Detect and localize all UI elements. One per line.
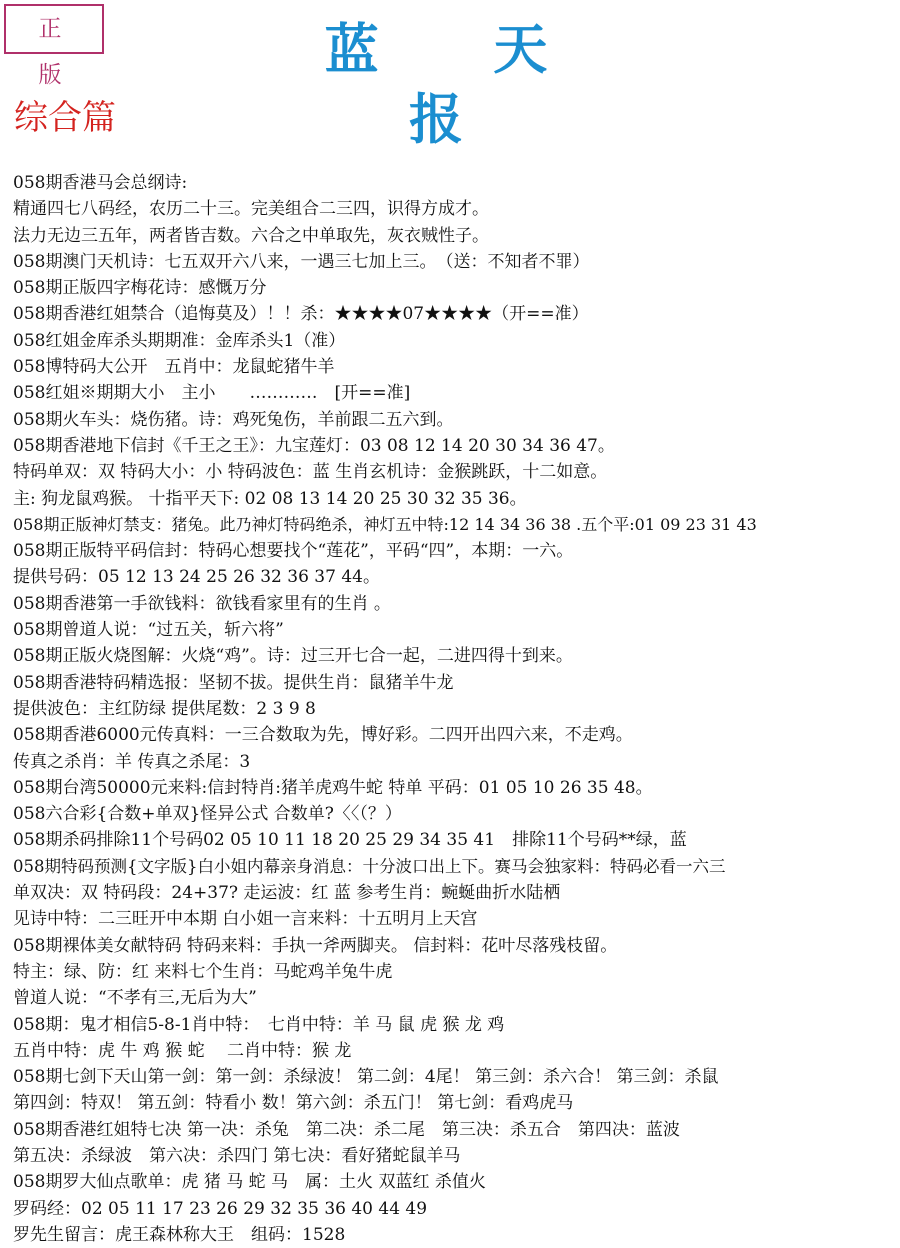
text-line: 特码单双：双 特码大小：小 特码波色：蓝 生肖玄机诗：金猴跳跃，十二如意。 [13,462,608,483]
text-line: 058期正版火烧图解：火烧“鸡”。诗：过三开七合一起，二进四得十到来。 [13,646,573,667]
text-line: 058红姐金库杀头期期准：金库杀头1（准） [13,330,346,351]
text-line: 第四剑：特双！ 第五剑：特看小 数！第六剑：杀五门！ 第七剑：看鸡虎马 [13,1093,574,1114]
text-line: 058期杀码排除11个号码02 05 10 11 18 20 25 29 34 35 41 排除11个号码**绿，蓝 [13,830,687,851]
text-line: 058期澳门天机诗：七五双开六八来，一遇三七加上三。 （送：不知者不罪） [13,251,590,272]
text-line: 058期罗大仙点歌单：虎 猪 马 蛇 马 属：土火 双蓝红 杀值火 [13,1172,486,1193]
text-line: 罗先生留言：虎王森林称大王 组码：1528 [13,1224,346,1245]
text-line: 提供号码：05 12 13 24 25 26 32 36 37 44。 [13,567,380,588]
section-title: 综合篇 [14,98,116,138]
text-line: 058期七剑下天山第一剑：第一剑：杀绿波！ 第二剑：4尾！ 第三剑：杀六合！ 第三剑：杀鼠 [13,1067,719,1088]
article-body [13,170,897,1248]
text-line: 传真之杀肖：羊 传真之杀尾：3 [13,751,251,772]
text-line: 058红姐※期期大小 主小 ………… [开==准] [13,383,411,404]
text-line: 第五决：杀绿波 第六决：杀四门 第七决：看好猪蛇鼠羊马 [13,1145,461,1166]
text-line: 058期香港红姐特七决 第一决：杀兔 第二决：杀二尾 第三决：杀五合 第四决：蓝波 [13,1119,680,1140]
masthead-title: 蓝 天 报 [324,17,596,151]
text-line: 058期台湾50000元来料:信封特肖:猪羊虎鸡牛蛇 特单 平码：01 05 10 26 35 48。 [13,777,653,798]
text-line: 058期裸体美女献特码 特码来料：手执一斧两脚夹。 信封料：花叶尽落残枝留。 [13,935,618,956]
text-line: 058期：鬼才相信5-8-1肖中特： 七肖中特：羊 马 鼠 虎 猴 龙 鸡 [13,1014,505,1035]
text-line: 058期香港特码精选报：坚韧不拔。提供生肖：鼠猪羊牛龙 [13,672,454,693]
text-line: 058六合彩{合数+单双}怪异公式 合数单?〈〈（？） [13,804,402,825]
text-line: 见诗中特：二三旺开中本期 白小姐一言来料：十五明月上天宫 [13,909,478,930]
text-line: 058期正版神灯禁支：猪兔。此乃神灯特码绝杀，神灯五中特:12 14 34 36 38 .五个平:01 09 23 31 43 [13,514,757,534]
text-line: 058期正版特平码信封：特码心想要找个“莲花”，平码“四”，本期：一六。 [13,541,574,562]
text-line: 058期香港马会总纲诗: [13,173,188,193]
text-line: 精通四七八码经，农历二十三。完美组合二三四，识得方成才。 [13,199,489,220]
text-line: 058期特码预测{文字版}白小姐内幕亲身消息：十分波口出上下。赛马会独家料：特码必看一六三 [13,856,726,876]
text-line: 主: 狗龙鼠鸡猴。 十指平天下: 02 08 13 14 20 25 30 32 35 36。 [13,488,527,509]
text-line: 罗码经：02 05 11 17 23 26 29 32 35 36 40 44 49 [13,1198,428,1219]
text-line: 058期香港红姐禁合（追悔莫及）！！杀：★★★★07★★★★（开==准） [13,304,589,325]
text-line: 058期正版四字梅花诗：感慨万分 [13,278,267,299]
text-line: 法力无边三五年，两者皆吉数。六合之中单取先，灰衣贼性子。 [13,225,489,246]
text-line: 曾道人说：“不孝有三,无后为大” [13,988,257,1009]
text-line: 058期香港6000元传真料：一三合数取为先，博好彩。二四开出四六来，不走鸡。 [13,725,633,746]
text-line: 058期曾道人说：“过五关，斩六将” [13,620,284,641]
text-line: 058期香港第一手欲钱料：欲钱看家里有的生肖 。 [13,593,391,614]
text-line: 提供波色：主红防绿 提供尾数：2 3 9 8 [13,698,316,719]
edition-badge: 正 版 [4,4,104,54]
text-line: 058期香港地下信封《千王之王》：九宝莲灯：03 08 12 14 20 30 34 36 47。 [13,435,615,456]
text-line: 058博特码大公开 五肖中：龙鼠蛇猪牛羊 [13,357,335,378]
text-line: 五肖中特：虎 牛 鸡 猴 蛇 二肖中特：猴 龙 [13,1040,352,1061]
text-line: 058期火车头：烧伤猪。诗：鸡死兔伤，羊前跟二五六到。 [13,409,454,430]
text-line: 单双决：双 特码段：24+37? 走运波：红 蓝 参考生肖：蜿蜒曲折水陆栖 [13,883,561,904]
text-line: 特主：绿、防：红 来料七个生肖：马蛇鸡羊兔牛虎 [13,961,393,982]
